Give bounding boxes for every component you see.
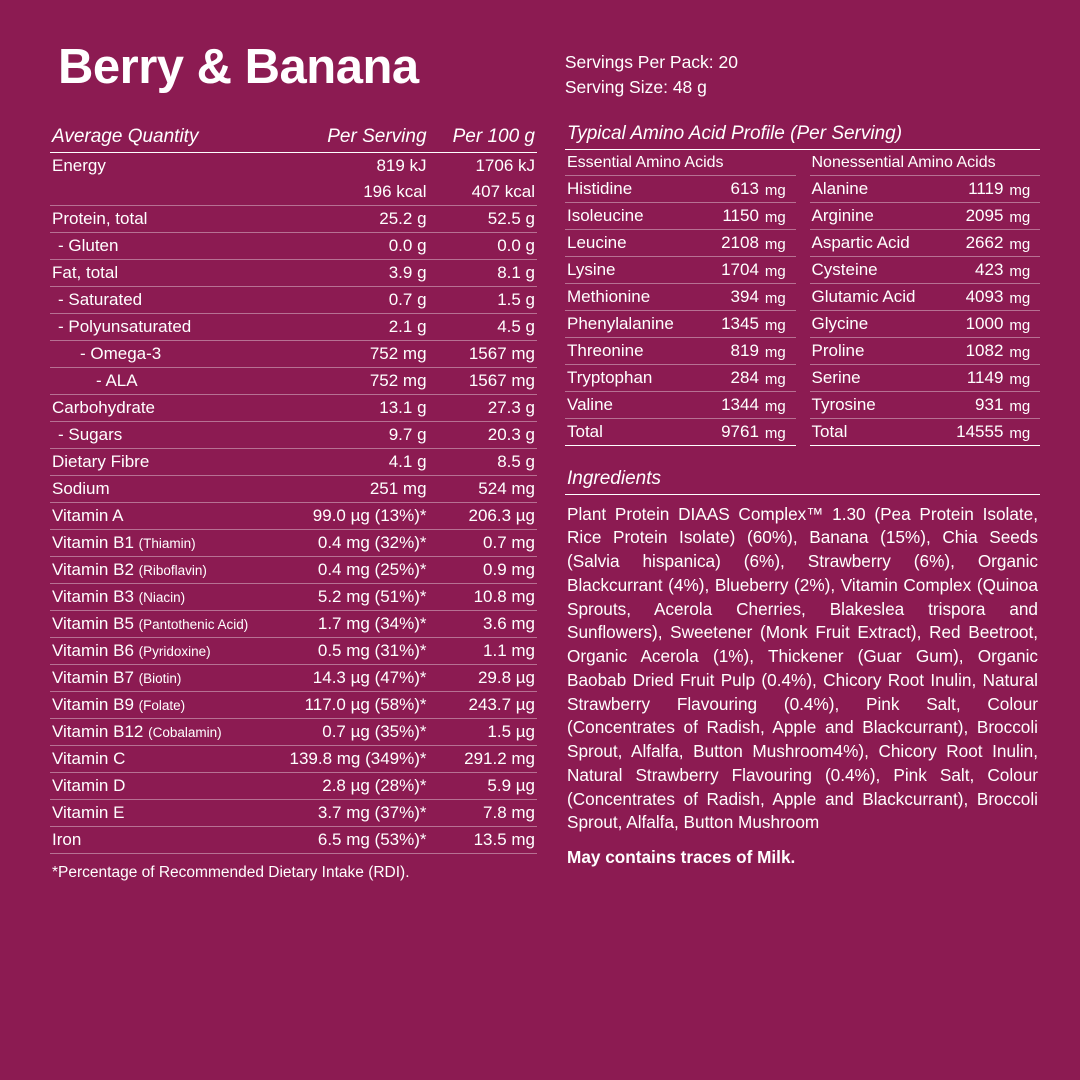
amino-value: 2095 [936, 202, 1005, 229]
amino-name: Alanine [810, 176, 937, 203]
row-label: Vitamin A [50, 502, 288, 529]
amino-name: Serine [810, 364, 937, 391]
table-row [810, 176, 1041, 203]
row-serving: 2.1 g [288, 313, 429, 340]
nonessential-amino-header: Nonessential Amino Acids [810, 150, 1041, 176]
row-serving: 0.7 g [288, 286, 429, 313]
amino-name: Methionine [565, 283, 692, 310]
table-row [50, 286, 537, 313]
table-row [50, 340, 537, 367]
table-row [50, 556, 537, 583]
table-row [565, 229, 796, 256]
amino-name: Lysine [565, 256, 692, 283]
amino-total-label: Total [810, 418, 937, 445]
row-per100: 8.1 g [429, 259, 537, 286]
row-serving: 117.0 µg (58%)* [288, 691, 429, 718]
nutrition-column [50, 123, 537, 882]
table-row [50, 205, 537, 232]
servings-per-pack: Servings Per Pack: 20 [564, 52, 738, 72]
amino-value: 4093 [936, 283, 1005, 310]
row-per100: 4.5 g [429, 313, 537, 340]
amino-unit: mg [761, 229, 796, 256]
table-row-total [810, 418, 1041, 445]
amino-unit: mg [1005, 283, 1040, 310]
amino-value: 1119 [936, 176, 1005, 203]
amino-name: Valine [565, 391, 692, 418]
row-serving: 0.4 mg (32%)* [288, 529, 429, 556]
amino-unit: mg [761, 310, 796, 337]
row-per100: 13.5 mg [429, 826, 537, 853]
amino-unit: mg [1005, 202, 1040, 229]
amino-total-label: Total [565, 418, 692, 445]
row-label: - Sugars [50, 421, 288, 448]
row-label: Iron [50, 826, 288, 853]
amino-name: Cysteine [810, 256, 937, 283]
col-average-quantity: Average Quantity [50, 123, 288, 153]
row-per100: 1.1 mg [429, 637, 537, 664]
table-row [50, 718, 537, 745]
table-row [50, 826, 537, 853]
row-per100: 5.9 µg [429, 772, 537, 799]
row-label: Vitamin D [50, 772, 288, 799]
table-row [50, 475, 537, 502]
row-serving: 13.1 g [288, 394, 429, 421]
row-serving: 196 kcal [288, 179, 429, 206]
amino-total-value: 9761 [692, 418, 761, 445]
row-label: - Saturated [50, 286, 288, 313]
amino-value: 931 [936, 391, 1005, 418]
amino-value: 1082 [936, 337, 1005, 364]
row-serving: 25.2 g [288, 205, 429, 232]
table-row [810, 229, 1041, 256]
row-per100: 0.0 g [429, 232, 537, 259]
amino-name: Isoleucine [565, 202, 692, 229]
row-label [50, 529, 288, 556]
row-label-text: Vitamin B9 [52, 694, 134, 714]
table-row [50, 799, 537, 826]
row-serving: 1.7 mg (34%)* [288, 610, 429, 637]
table-row [810, 283, 1041, 310]
amino-unit: mg [1005, 176, 1040, 203]
row-serving: 99.0 µg (13%)* [288, 502, 429, 529]
table-row [810, 337, 1041, 364]
table-row [810, 256, 1041, 283]
amino-acid-tables [565, 150, 1040, 446]
table-row [810, 364, 1041, 391]
row-serving: 2.8 µg (28%)* [288, 772, 429, 799]
row-label: - ALA [50, 367, 288, 394]
table-row [565, 337, 796, 364]
nutrition-table [50, 123, 537, 854]
amino-name: Threonine [565, 337, 692, 364]
row-label [50, 179, 288, 206]
table-row [50, 448, 537, 475]
row-label-sub: (Cobalamin) [148, 724, 222, 740]
row-per100: 1706 kJ [475, 155, 535, 175]
table-row [565, 202, 796, 229]
amino-total-value: 14555 [936, 418, 1005, 445]
row-label-text: Vitamin B3 [52, 586, 134, 606]
row-serving: 819 kJ [376, 155, 427, 175]
table-row [810, 202, 1041, 229]
row-per100: 52.5 g [429, 205, 537, 232]
table-row [50, 664, 537, 691]
amino-ingredients-column [565, 123, 1040, 882]
row-serving: 4.1 g [288, 448, 429, 475]
amino-name: Phenylalanine [565, 310, 692, 337]
row-per100: 243.7 µg [429, 691, 537, 718]
row-serving: 0.4 mg (25%)* [288, 556, 429, 583]
serving-size: Serving Size: 48 g [564, 77, 707, 98]
row-per100: 20.3 g [429, 421, 537, 448]
table-row [565, 364, 796, 391]
row-per100: 8.5 g [429, 448, 537, 475]
amino-total-unit: mg [761, 418, 796, 445]
table-row [50, 583, 537, 610]
table-row [50, 367, 537, 394]
amino-value: 2108 [692, 229, 761, 256]
table-row [50, 313, 537, 340]
table-row [50, 691, 537, 718]
row-serving: 0.5 mg (31%)* [288, 637, 429, 664]
amino-unit: mg [761, 283, 796, 310]
row-label: Dietary Fibre [50, 448, 288, 475]
amino-unit: mg [1005, 391, 1040, 418]
table-row [565, 176, 796, 203]
amino-total-unit: mg [1005, 418, 1040, 445]
table-row [50, 152, 537, 179]
row-label-sub: (Folate) [138, 697, 186, 713]
row-label-sub: (Biotin) [138, 670, 182, 686]
amino-name: Histidine [565, 176, 692, 203]
row-per100: 291.2 mg [429, 745, 537, 772]
table-row [50, 179, 537, 206]
amino-name: Aspartic Acid [810, 229, 937, 256]
row-label-sub: (Riboflavin) [138, 562, 207, 578]
table-row [50, 259, 537, 286]
row-serving: 5.2 mg (51%)* [288, 583, 429, 610]
row-per100: 524 mg [429, 475, 537, 502]
serving-info [565, 50, 738, 101]
row-per100: 7.8 mg [429, 799, 537, 826]
table-row [50, 610, 537, 637]
table-row [50, 502, 537, 529]
row-per100: 10.8 mg [429, 583, 537, 610]
amino-unit: mg [1005, 310, 1040, 337]
row-label: - Omega-3 [50, 340, 288, 367]
amino-value: 1704 [692, 256, 761, 283]
row-label [50, 556, 288, 583]
table-row [50, 637, 537, 664]
row-per100: 29.8 µg [429, 664, 537, 691]
amino-value: 819 [692, 337, 761, 364]
row-serving: 6.5 mg (53%)* [288, 826, 429, 853]
amino-unit: mg [761, 202, 796, 229]
amino-value: 423 [936, 256, 1005, 283]
row-label [50, 718, 288, 745]
table-row [50, 772, 537, 799]
row-label: - Gluten [50, 232, 288, 259]
row-per100: 206.3 µg [429, 502, 537, 529]
row-label: Vitamin E [50, 799, 288, 826]
allergen-note: May contains traces of Milk. [567, 847, 796, 868]
row-label [50, 664, 288, 691]
essential-amino-column [565, 150, 796, 446]
row-label: Vitamin C [50, 745, 288, 772]
row-label-sub: (Thiamin) [138, 535, 196, 551]
row-label-sub: (Pyridoxine) [138, 643, 211, 659]
row-label: Energy [52, 155, 106, 175]
table-row [810, 310, 1041, 337]
row-per100: 3.6 mg [429, 610, 537, 637]
ingredients-title: Ingredients [565, 468, 1040, 495]
amino-unit: mg [761, 337, 796, 364]
row-label [50, 583, 288, 610]
row-serving: 14.3 µg (47%)* [288, 664, 429, 691]
amino-value: 1345 [692, 310, 761, 337]
essential-amino-header: Essential Amino Acids [565, 150, 796, 176]
nutrition-table-header [50, 123, 537, 153]
amino-unit: mg [761, 391, 796, 418]
row-label: Protein, total [50, 205, 288, 232]
row-label-text: Vitamin B6 [52, 640, 134, 660]
row-per100: 27.3 g [429, 394, 537, 421]
nonessential-amino-column [810, 150, 1041, 446]
row-label-text: Vitamin B5 [52, 613, 134, 633]
essential-amino-table [565, 176, 796, 446]
table-row [565, 310, 796, 337]
row-serving: 752 mg [288, 340, 429, 367]
row-label-text: Vitamin B1 [52, 532, 134, 552]
amino-value: 1150 [692, 202, 761, 229]
amino-unit: mg [1005, 364, 1040, 391]
row-per100: 0.7 mg [429, 529, 537, 556]
row-label [50, 691, 288, 718]
table-row [50, 529, 537, 556]
row-label [50, 637, 288, 664]
amino-unit: mg [761, 364, 796, 391]
table-row [50, 394, 537, 421]
table-row-total [565, 418, 796, 445]
row-per100: 1567 mg [429, 340, 537, 367]
amino-name: Tyrosine [810, 391, 937, 418]
amino-name: Tryptophan [565, 364, 692, 391]
nonessential-amino-table [810, 176, 1041, 446]
amino-unit: mg [761, 176, 796, 203]
row-label: Carbohydrate [50, 394, 288, 421]
row-serving: 251 mg [288, 475, 429, 502]
row-per100: 407 kcal [429, 179, 537, 206]
row-label-text: Vitamin B7 [52, 667, 134, 687]
amino-unit: mg [761, 256, 796, 283]
row-per100: 1.5 µg [429, 718, 537, 745]
row-serving: 3.7 mg (37%)* [288, 799, 429, 826]
row-serving: 3.9 g [288, 259, 429, 286]
row-label-sub: (Pantothenic Acid) [138, 616, 249, 632]
amino-name: Leucine [565, 229, 692, 256]
amino-value: 1149 [936, 364, 1005, 391]
table-row [565, 391, 796, 418]
table-row [50, 232, 537, 259]
row-serving: 0.7 µg (35%)* [288, 718, 429, 745]
amino-unit: mg [1005, 256, 1040, 283]
row-label [50, 610, 288, 637]
amino-value: 284 [692, 364, 761, 391]
row-label-text: Vitamin B2 [52, 559, 134, 579]
table-row [565, 283, 796, 310]
row-serving: 0.0 g [288, 232, 429, 259]
ingredients-text: Plant Protein DIAAS Complex™ 1.30 (Pea Protein Isolate, Rice Protein Isolate) (60%), Banana (15%), Chia Seeds (Salvia hispanica) (6%), Strawberry (6%), Organic Blackcurrant (4%), Blueberry (2%), Vitamin Complex (Quinoa Sprouts, Acerola Cherries, Blakeslea trispora and Sunflowers), Sweetener (Monk Fruit Extract), Red Beetroot, Organic Acerola (1%), Thickener (Guar Gum), Organic Baobab Dried Fruit Pulp (0.4%), Chicory Root Inulin, Natural Strawberry Flavouring (0.4%), Pink Salt, Colour (Concentrates of Radish, Apple and Blackcurrant), Broccoli Sprout, Alfalfa, Button Mushroom4%), Chicory Root Inulin, Natural Strawberry Flavouring (0.4%), Pink Salt, Colour (Concentrates of Radish, Apple and Blackcurrant), Broccoli Sprout, Alfalfa, Button Mushroom [567, 503, 1038, 833]
row-label-text: Vitamin B12 [52, 721, 144, 741]
header [50, 34, 1030, 101]
rdi-footnote: *Percentage of Recommended Dietary Intake (RDI). [52, 863, 410, 881]
amino-value: 1344 [692, 391, 761, 418]
col-per-100g: Per 100 g [429, 123, 537, 153]
amino-value: 2662 [936, 229, 1005, 256]
amino-name: Arginine [810, 202, 937, 229]
row-serving: 752 mg [288, 367, 429, 394]
page-title: Berry & Banana [58, 40, 419, 94]
table-row [810, 391, 1041, 418]
amino-name: Glutamic Acid [810, 283, 937, 310]
amino-value: 394 [692, 283, 761, 310]
amino-name: Glycine [810, 310, 937, 337]
row-per100: 1.5 g [429, 286, 537, 313]
table-row [50, 745, 537, 772]
amino-value: 613 [692, 176, 761, 203]
amino-unit: mg [1005, 229, 1040, 256]
amino-name: Proline [810, 337, 937, 364]
amino-unit: mg [1005, 337, 1040, 364]
row-per100: 0.9 mg [429, 556, 537, 583]
row-label: Fat, total [50, 259, 288, 286]
row-label-sub: (Niacin) [138, 589, 186, 605]
row-label: - Polyunsaturated [50, 313, 288, 340]
amino-value: 1000 [936, 310, 1005, 337]
row-serving: 9.7 g [288, 421, 429, 448]
table-row [565, 256, 796, 283]
row-label: Sodium [50, 475, 288, 502]
col-per-serving: Per Serving [288, 123, 429, 153]
amino-section-title: Typical Amino Acid Profile (Per Serving) [565, 123, 1040, 150]
table-row [50, 421, 537, 448]
row-serving: 139.8 mg (349%)* [288, 745, 429, 772]
row-per100: 1567 mg [429, 367, 537, 394]
content-columns [50, 122, 1038, 882]
